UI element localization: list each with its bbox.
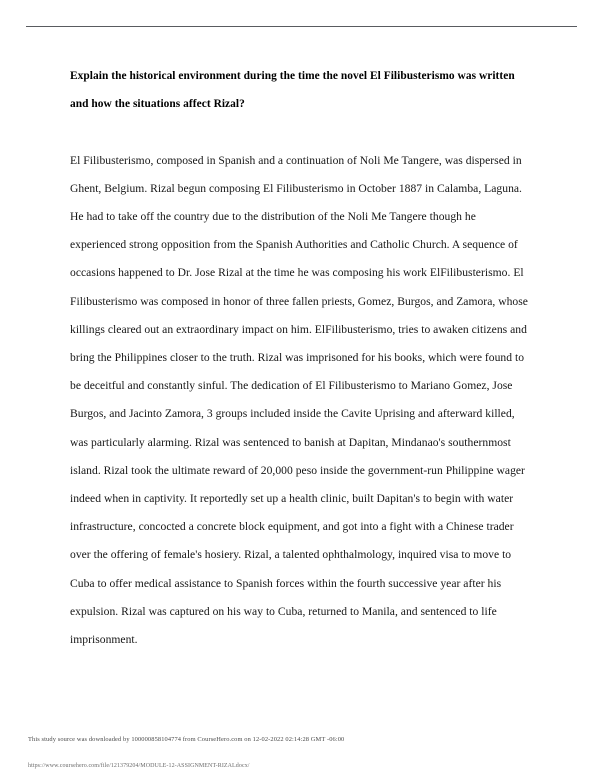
header-divider bbox=[26, 26, 577, 27]
document-content bbox=[70, 62, 532, 654]
download-watermark-note: This study source was downloaded by 100000858104774 from CourseHero.com on 12-02-2022 02:14:28 GMT -06:00 bbox=[28, 736, 345, 743]
source-url-link[interactable]: https://www.coursehero.com/file/121379204/MODULE-12-ASSIGNMENT-RIZALdocx/ bbox=[28, 763, 250, 769]
document-body-paragraph: El Filibusterismo, composed in Spanish and a continuation of Noli Me Tangere, was dispersed in Ghent, Belgium. Rizal begun composing El Filibusterismo in October 1887 in Calamba, Laguna. He had to take off the country due to the distribution of the Noli Me Tangere though he experienced strong opposition from the Spanish Authorities and Catholic Church. A sequence of occasions happened to Dr. Jose Rizal at the time he was composing his work ElFilibusterismo. El Filibusterismo was composed in honor of three fallen priests, Gomez, Burgos, and Zamora, whose killings cleared out an extraordinary impact on him. ElFilibusterismo, tries to awaken citizens and bring the Philippines closer to the truth. Rizal was imprisoned for his books, which were found to be deceitful and constantly sinful. The dedication of El Filibusterismo to Mariano Gomez, Jose Burgos, and Jacinto Zamora, 3 groups included inside the Cavite Uprising and afterward killed, was particularly alarming. Rizal was sentenced to banish at Dapitan, Mindanao's southernmost island. Rizal took the ultimate reward of 20,000 peso inside the government-run Philippine wager indeed when in captivity. It reportedly set up a health clinic, built Dapitan's to begin with water infrastructure, concocted a concrete block equipment, and got into a fight with a Chinese trader over the offering of female's hosiery. Rizal, a talented ophthalmology, inquired visa to move to Cuba to offer medical assistance to Spanish forces within the fourth successive year after his expulsion. Rizal was captured on his way to Cuba, returned to Manila, and sentenced to life imprisonment. bbox=[70, 153, 528, 647]
document-heading: Explain the historical environment during the time the novel El Filibusterismo was written and how the situations affect Rizal? bbox=[70, 70, 515, 111]
